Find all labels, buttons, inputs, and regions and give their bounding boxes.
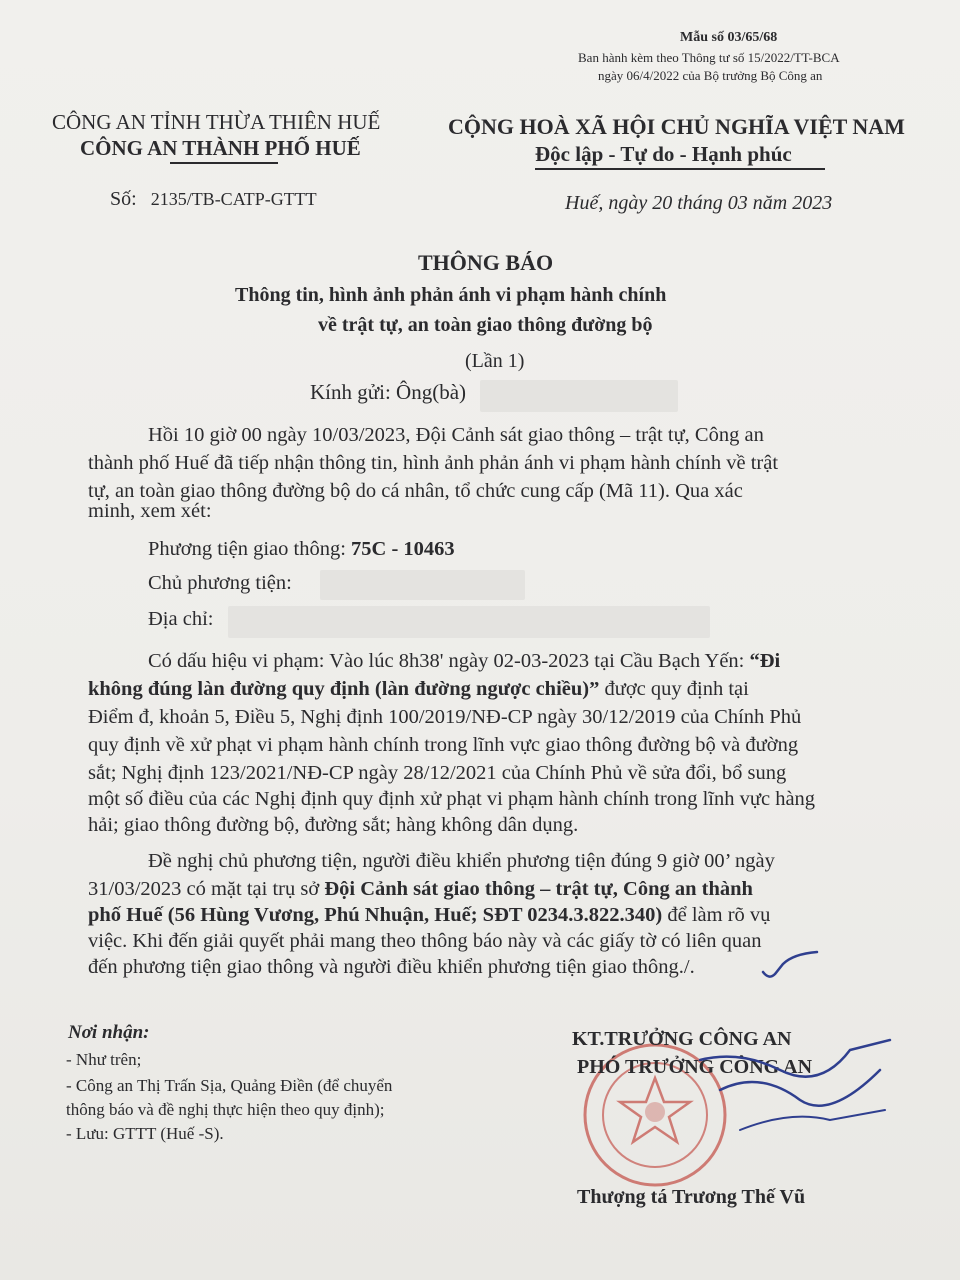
- signature-authority: KT.TRƯỞNG CÔNG AN: [572, 1028, 792, 1050]
- violation-line: [148, 650, 780, 673]
- motto-underline: [535, 168, 825, 170]
- handwritten-signature: [680, 1010, 900, 1150]
- body-text-line: minh, xem xét:: [88, 500, 212, 522]
- agency-name: CÔNG AN THÀNH PHỐ HUẾ: [80, 136, 361, 160]
- redacted-address: [228, 606, 710, 638]
- initial-checkmark: [755, 950, 825, 985]
- violation-text: Có dấu hiệu vi phạm: Vào lúc 8h38' ngày 02-03-2023 tại Cầu Bạch Yến:: [148, 650, 745, 672]
- owner-label: Chủ phương tiện:: [148, 572, 292, 594]
- notice-subtitle-line1: Thông tin, hình ảnh phản ánh vi phạm hành chính: [235, 284, 667, 306]
- request-line: [88, 904, 770, 927]
- national-motto: Độc lập - Tự do - Hạnh phúc: [535, 142, 792, 166]
- request-line: đến phương tiện giao thông và người điều khiển phương tiện giao thông./.: [88, 956, 695, 978]
- vehicle-plate: 75C - 10463: [351, 538, 455, 560]
- request-line: việc. Khi đến giải quyết phải mang theo thông báo này và các giấy tờ có liên quan: [88, 930, 762, 952]
- form-number: Mẫu số 03/65/68: [680, 30, 778, 45]
- place-date: Huế, ngày 20 tháng 03 năm 2023: [565, 192, 833, 214]
- violation-emphasis: không đúng làn đường quy định (làn đường ngược chiều)”: [88, 678, 600, 700]
- agency-parent: CÔNG AN TỈNH THỪA THIÊN HUẾ: [52, 110, 381, 134]
- document-number-label: Số:: [110, 188, 137, 210]
- request-line: Đề nghị chủ phương tiện, người điều khiển phương tiện đúng 9 giờ 00’ ngày: [148, 850, 775, 872]
- address-label: Địa chỉ:: [148, 608, 214, 630]
- body-text-line: thành phố Huế đã tiếp nhận thông tin, hình ảnh phản ánh vi phạm hành chính về trật: [88, 452, 779, 474]
- violation-line: sắt; Nghị định 123/2021/NĐ-CP ngày 28/12/2021 của Chính Phủ về sửa đổi, bổ sung: [88, 762, 787, 784]
- violation-line: hải; giao thông đường bộ, đường sắt; hàng không dân dụng.: [88, 814, 579, 836]
- agency-underline: [170, 162, 278, 164]
- request-line: [88, 878, 753, 901]
- body-text-line: Hồi 10 giờ 00 ngày 10/03/2023, Đội Cảnh sát giao thông – trật tự, Công an: [148, 424, 764, 446]
- body-text-line: tự, an toàn giao thông đường bộ do cá nhân, tổ chức cung cấp (Mã 11). Qua xác: [88, 480, 743, 502]
- recipient-salutation: Kính gửi: Ông(bà): [310, 380, 467, 404]
- document-number-value: 2135/TB-CATP-GTTT: [150, 189, 317, 209]
- redacted-owner: [320, 570, 525, 600]
- form-issued-line1: Ban hành kèm theo Thông tư số 15/2022/TT-BCA: [578, 50, 840, 65]
- recipient-item: thông báo và đề nghị thực hiện theo quy định);: [66, 1100, 385, 1119]
- violation-line: quy định về xử phạt vi phạm hành chính trong lĩnh vực giao thông đường bộ và đường: [88, 734, 799, 756]
- recipient-item: - Như trên;: [66, 1050, 142, 1069]
- violation-line: Điểm đ, khoản 5, Điều 5, Nghị định 100/2019/NĐ-CP ngày 30/12/2019 của Chính Phủ: [88, 706, 802, 728]
- document-number: [110, 188, 317, 211]
- notice-title: THÔNG BÁO: [418, 250, 554, 275]
- signer-name: Thượng tá Trương Thế Vũ: [577, 1186, 806, 1208]
- recipient-item: - Lưu: GTTT (Huế -S).: [66, 1124, 224, 1143]
- request-text: để làm rõ vụ: [667, 904, 771, 926]
- violation-line: một số điều của các Nghị định quy định xử phạt vi phạm hành chính trong lĩnh vực hàng: [88, 788, 816, 810]
- violation-text: được quy định tại: [604, 678, 749, 700]
- signature-title: PHÓ TRƯỞNG CÔNG AN: [577, 1056, 813, 1078]
- recipients-title: Nơi nhận:: [68, 1022, 150, 1043]
- request-text: 31/03/2023 có mặt tại trụ sở: [88, 878, 320, 900]
- recipient-item: - Công an Thị Trấn Sịa, Quảng Điền (để chuyển: [66, 1076, 393, 1095]
- vehicle-label: Phương tiện giao thông:: [148, 538, 346, 560]
- notice-subtitle-line2: về trật tự, an toàn giao thông đường bộ: [318, 314, 653, 336]
- request-emphasis: Đội Cảnh sát giao thông – trật tự, Công an thành: [324, 878, 753, 900]
- notice-attempt: (Lần 1): [465, 350, 525, 372]
- national-title: CỘNG HOÀ XÃ HỘI CHỦ NGHĨA VIỆT NAM: [448, 114, 905, 139]
- violation-emphasis: “Đi: [749, 650, 781, 672]
- redacted-recipient-name: [480, 380, 678, 412]
- violation-line: [88, 678, 749, 701]
- request-emphasis: phố Huế (56 Hùng Vương, Phú Nhuận, Huế; SĐT 0234.3.822.340): [88, 904, 663, 926]
- form-issued-line2: ngày 06/4/2022 của Bộ trưởng Bộ Công an: [598, 68, 823, 83]
- vehicle-field: [148, 538, 455, 561]
